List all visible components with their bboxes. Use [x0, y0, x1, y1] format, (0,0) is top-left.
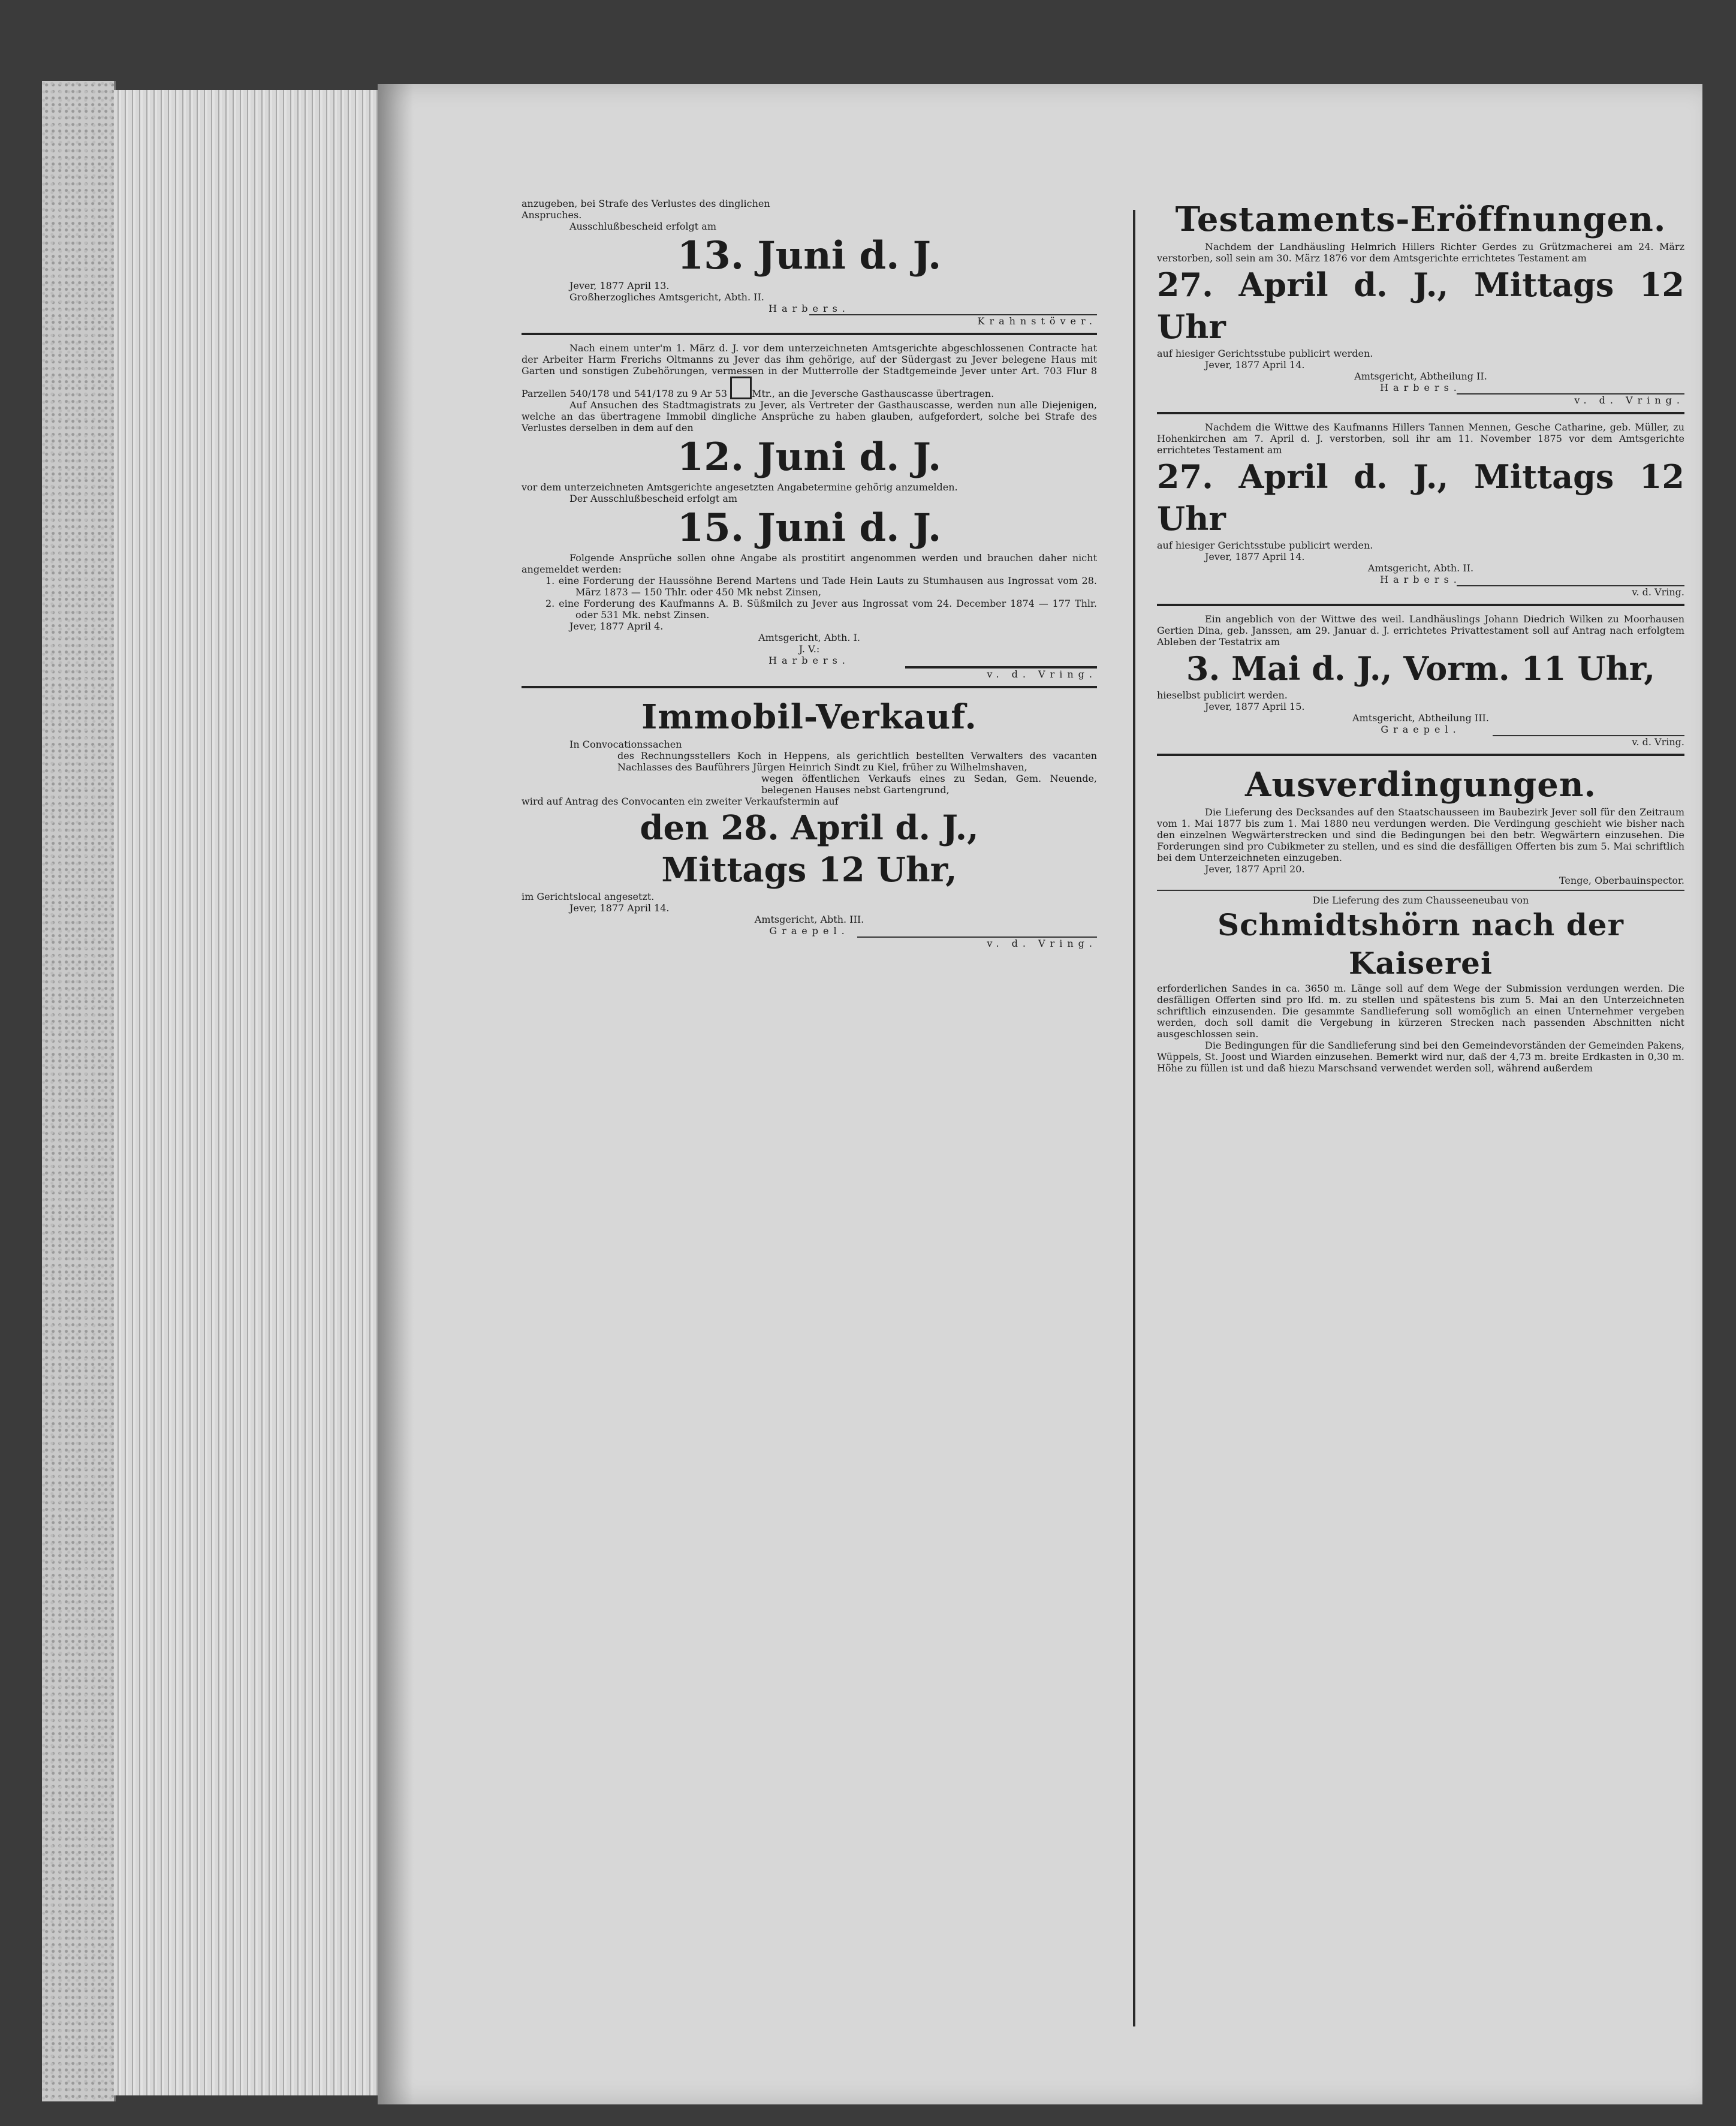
clerk-signature: v. d. Vring.	[1457, 393, 1684, 406]
route-heading: Schmidtshörn nach der Kaiserei	[1217, 907, 1624, 981]
judge-signature: Harbers.	[768, 655, 850, 666]
gutter-shadow	[378, 84, 414, 2104]
paragraph: des Rechnungsstellers Koch in Heppens, als gerichtlich bestellten Verwalters des vacanten Nachlasses des Bauführers Jürgen Heinrich Sindt zu Kiel, früher zu Wilhelmshaven,	[617, 750, 1097, 773]
notice-immobil-verkauf	[522, 695, 1097, 949]
paragraph: Die Bedingungen für die Sandlieferung sind bei den Gemeindevorständen der Gemeinden Pakens, Wüppels, St. Joost und Wiarden einzusehen. Bemerkt wird nur, daß der 4,73 m. breite Erdkasten in 0,30 m. Höhe zu füllen ist und daß hiezu Marschsand verwendet werden soll, während außerdem	[1157, 1040, 1684, 1074]
section-rule	[1157, 754, 1684, 756]
clerk-signature: v. d. Vring.	[1493, 735, 1684, 748]
judge-signature: Harbers.	[768, 303, 850, 314]
newspaper-page	[378, 84, 1702, 2104]
notice-testament-wilken	[1157, 613, 1684, 748]
paragraph: Ein angeblich von der Wittwe des weil. Landhäuslings Johann Diedrich Wilken zu Moorhausen Gertien Dina, geb. Janssen, am 29. Januar d. J. errichtetes Privattestament soll auf Antrag nach erfolgtem Ableben der Testatrix am	[1157, 613, 1684, 648]
list-item: 1. eine Forderung der Haussöhne Berend Martens und Tade Hein Lauts zu Stumhausen aus Ingrossat vom 28. März 1873 — 150 Thlr. oder 450 Mk nebst Zinsen,	[545, 575, 1097, 598]
notice-ausverdingungen	[1157, 763, 1684, 886]
text-line: Ausschlußbescheid erfolgt am	[569, 221, 717, 232]
notice-oltmanns	[522, 342, 1097, 680]
text-line: Anspruches.	[522, 209, 582, 221]
paragraph: Der Ausschlußbescheid erfolgt am	[569, 493, 738, 504]
place-date: Jever, 1877 April 13.	[569, 280, 670, 291]
paragraph: auf hiesiger Gerichtsstube publicirt werden.	[1157, 348, 1373, 359]
text-line: anzugeben, bei Strafe des Verlustes des dinglichen	[522, 198, 770, 209]
date-heading: 12. Juni d. J.	[677, 435, 942, 480]
section-rule	[1157, 604, 1684, 606]
judge-signature: Harbers.	[1380, 382, 1461, 393]
left-column	[522, 198, 1097, 949]
court-name: Amtsgericht, Abth. III.	[754, 914, 864, 925]
court-name: Amtsgericht, Abtheilung II.	[1354, 371, 1487, 382]
square-symbol	[730, 377, 752, 399]
section-rule	[1157, 412, 1684, 414]
paragraph: Nachdem die Wittwe des Kaufmanns Hillers Tannen Mennen, Gesche Catharine, geb. Müller, zu Hohenkirchen am 7. April d. J. verstorben, soll ihr am 11. November 1875 vor dem Amtsgerichte errichtetes Testament am	[1157, 421, 1684, 456]
page-edges	[114, 90, 379, 2095]
section-rule	[522, 686, 1097, 688]
court-name: Amtsgericht, Abtheilung III.	[1352, 712, 1489, 724]
notice-testament-mennen	[1157, 421, 1684, 598]
text-line: im Gerichtslocal angesetzt.	[522, 891, 655, 902]
notice-harbers-13-juni	[522, 198, 1097, 327]
time-heading: Mittags 12 Uhr,	[661, 850, 957, 890]
paragraph: Nachdem der Landhäusling Helmrich Hillers Richter Gerdes zu Grützmacherei am 24. März verstorben, soll sein am 30. März 1876 vor dem Amtsgerichte errichtetes Testament am	[1157, 241, 1684, 264]
judge-signature: Graepel.	[769, 925, 849, 936]
notice-schmidtshoern	[1157, 895, 1684, 1074]
court-name: Amtsgericht, Abth. II.	[1367, 562, 1474, 574]
place-date: Jever, 1877 April 4.	[569, 621, 664, 632]
paragraph: Folgende Ansprüche sollen ohne Angabe als prostitirt angenommen werden und brauchen daher nicht angemeldet werden:	[522, 552, 1097, 575]
date-heading: 27. April d. J., Mittags 12 Uhr	[1157, 457, 1684, 538]
right-column	[1157, 198, 1684, 1074]
paragraph: wegen öffentlichen Verkaufs eines zu Sedan, Gem. Neuende, belegenen Hauses nebst Gartengrund,	[761, 773, 1097, 796]
section-heading: Testaments-Eröffnungen.	[1175, 200, 1666, 239]
place-date: Jever, 1877 April 20.	[1205, 863, 1305, 875]
date-heading: 13. Juni d. J.	[677, 233, 942, 278]
text-line: Die Lieferung des zum Chausseeneubau von	[1312, 895, 1529, 906]
list-item: 2. eine Forderung des Kaufmanns A. B. Süßmilch zu Jever aus Ingrossat vom 24. December 1874 — 177 Thlr. oder 531 Mk. nebst Zinsen.	[545, 598, 1097, 621]
paragraph	[522, 342, 1097, 399]
notice-testament-gerdes	[1157, 198, 1684, 406]
clerk-signature: v. d. Vring.	[1457, 585, 1684, 598]
iv-label: J. V.:	[798, 643, 820, 655]
place-date: Jever, 1877 April 14.	[1205, 551, 1305, 562]
section-rule	[1157, 890, 1684, 891]
section-heading: Ausverdingungen.	[1244, 765, 1597, 805]
date-heading: 27. April d. J., Mittags 12 Uhr	[1157, 266, 1684, 346]
place-date: Jever, 1877 April 15.	[1205, 701, 1305, 712]
paragraph: Auf Ansuchen des Stadtmagistrats zu Jever, als Vertreter der Gasthauscasse, werden nun alle Diejenigen, welche an das übertragene Immobil dingliche Ansprüche zu haben glauben, aufgefordert, solche bei Strafe des Verlustes derselben in dem auf den	[522, 399, 1097, 433]
clerk-signature: v. d. Vring.	[857, 936, 1097, 949]
court-name: Großherzogliches Amtsgericht, Abth. II.	[569, 291, 764, 303]
clerk-signature: Krahnstöver.	[809, 314, 1097, 327]
paragraph-text: Nach einem unter'm 1. März d. J. vor dem unterzeichneten Amtsgerichte abgeschlossenen Contracte hat der Arbeiter Harm Frerichs Oltmanns zu Jever das ihm gehörige, auf der Südergast zu Jever belegene Haus mit Garten und sonstigen Zubehörungen, vermessen in der Mutterrolle der Stadtgemeinde Jever unter Art. 703 Flur 8 Parzellen 540/178 und 541/178 zu 9 Ar 53	[522, 342, 1097, 399]
section-rule	[522, 333, 1097, 335]
paragraph: vor dem unterzeichneten Amtsgerichte angesetzten Angabetermine gehörig anzumelden.	[522, 481, 958, 493]
paragraph: Die Lieferung des Decksandes auf den Staatschausseen im Baubezirk Jever soll für den Zeitraum vom 1. Mai 1877 bis zum 1. Mai 1880 neu verdungen werden. Die Verdingung geschieht wie bisher nach den einzelnen Wegwärterstrecken und sind die Bedingungen bei den betr. Wegwärtern einzusehen. Die Forderungen sind pro Cubikmeter zu stellen, und es sind die desfälligen Offerten bis zum 5. Mai schriftlich bei dem Unterzeichneten einzugeben.	[1157, 806, 1684, 863]
paragraph: auf hiesiger Gerichtsstube publicirt werden.	[1157, 540, 1373, 551]
paragraph: wird auf Antrag des Convocanten ein zweiter Verkaufstermin auf	[522, 796, 839, 807]
date-heading: 3. Mai d. J., Vorm. 11 Uhr,	[1186, 649, 1656, 688]
column-divider	[1133, 210, 1135, 2026]
place-date: Jever, 1877 April 14.	[569, 902, 670, 914]
clerk-signature: v. d. Vring.	[905, 666, 1097, 680]
section-heading: Immobil-Verkauf.	[641, 697, 977, 737]
paragraph-text: Mtr., an die Jeversche Gasthauscasse übertragen.	[752, 388, 994, 399]
paragraph: erforderlichen Sandes in ca. 3650 m. Länge soll auf dem Wege der Submission verdungen werden. Die desfälligen Offerten sind pro lfd. m. zu stellen und spätestens bis zum 5. Mai an den Unterzeichneten schriftlich einzusenden. Die gesammte Sandlieferung soll womöglich an einen Unternehmer vergeben werden, doch soll damit die Vergebung in kürzeren Strecken nach passenden Abschnitten nicht ausgeschlossen sein.	[1157, 983, 1684, 1040]
date-heading: den 28. April d. J.,	[640, 808, 979, 848]
court-name: Amtsgericht, Abth. I.	[758, 632, 860, 643]
judge-signature: Graepel.	[1381, 724, 1461, 735]
text-line: In Convocationssachen	[569, 739, 682, 750]
place-date: Jever, 1877 April 14.	[1205, 359, 1305, 371]
paragraph: hieselbst publicirt werden.	[1157, 689, 1288, 701]
book-cover-edge	[42, 81, 116, 2101]
judge-signature: Harbers.	[1380, 574, 1461, 585]
date-heading: 15. Juni d. J.	[677, 505, 942, 550]
signature: Tenge, Oberbauinspector.	[1559, 875, 1684, 886]
